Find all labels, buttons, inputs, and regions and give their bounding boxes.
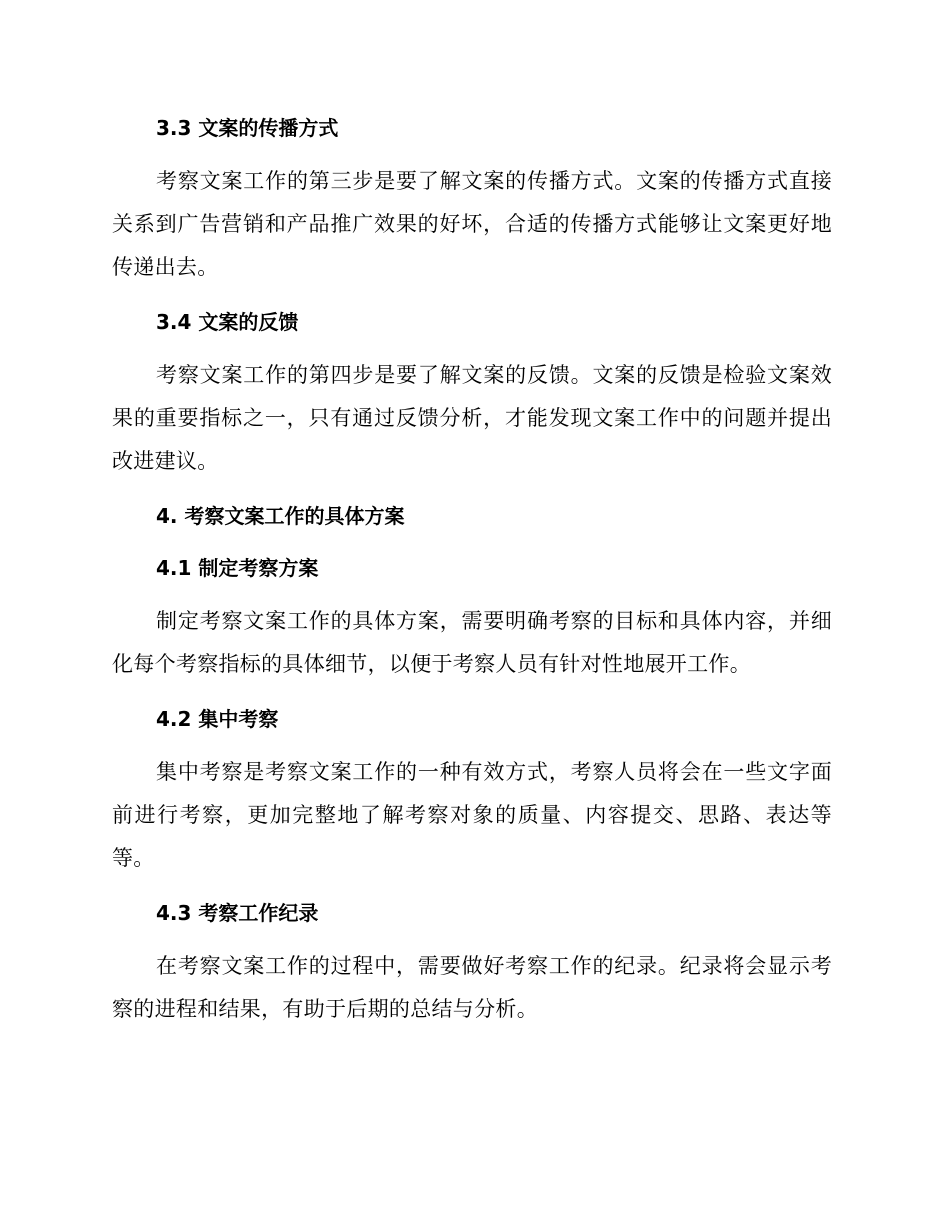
section-heading-4-3: 4.3 考察工作纪录 bbox=[156, 901, 319, 925]
section-paragraph-4-3: 在考察文案工作的过程中，需要做好考察工作的纪录。纪录将会显示考察的进程和结果，有助于后期的总结与分析。 bbox=[112, 954, 832, 1021]
section-heading-4-2: 4.2 集中考察 bbox=[156, 707, 279, 731]
document-body bbox=[112, 108, 832, 1044]
section-paragraph-4-1: 制定考察文案工作的具体方案，需要明确考察的目标和具体内容，并细化每个考察指标的具体细节，以便于考察人员有针对性地展开工作。 bbox=[112, 609, 832, 676]
section-heading-4-1: 4.1 制定考察方案 bbox=[156, 556, 319, 580]
section-paragraph-3-3: 考察文案工作的第三步是要了解文案的传播方式。文案的传播方式直接关系到广告营销和产品推广效果的好坏，合适的传播方式能够让文案更好地传递出去。 bbox=[112, 169, 832, 279]
section-paragraph-4-2: 集中考察是考察文案工作的一种有效方式，考察人员将会在一些文字面前进行考察，更加完整地了解考察对象的质量、内容提交、思路、表达等等。 bbox=[112, 760, 832, 870]
section-heading-3-4: 3.4 文案的反馈 bbox=[156, 310, 299, 334]
section-heading-3-3: 3.3 文案的传播方式 bbox=[156, 116, 339, 140]
section-paragraph-3-4: 考察文案工作的第四步是要了解文案的反馈。文案的反馈是检验文案效果的重要指标之一，只有通过反馈分析，才能发现文案工作中的问题并提出改进建议。 bbox=[112, 363, 832, 473]
section-heading-4: 4. 考察文案工作的具体方案 bbox=[156, 504, 405, 528]
